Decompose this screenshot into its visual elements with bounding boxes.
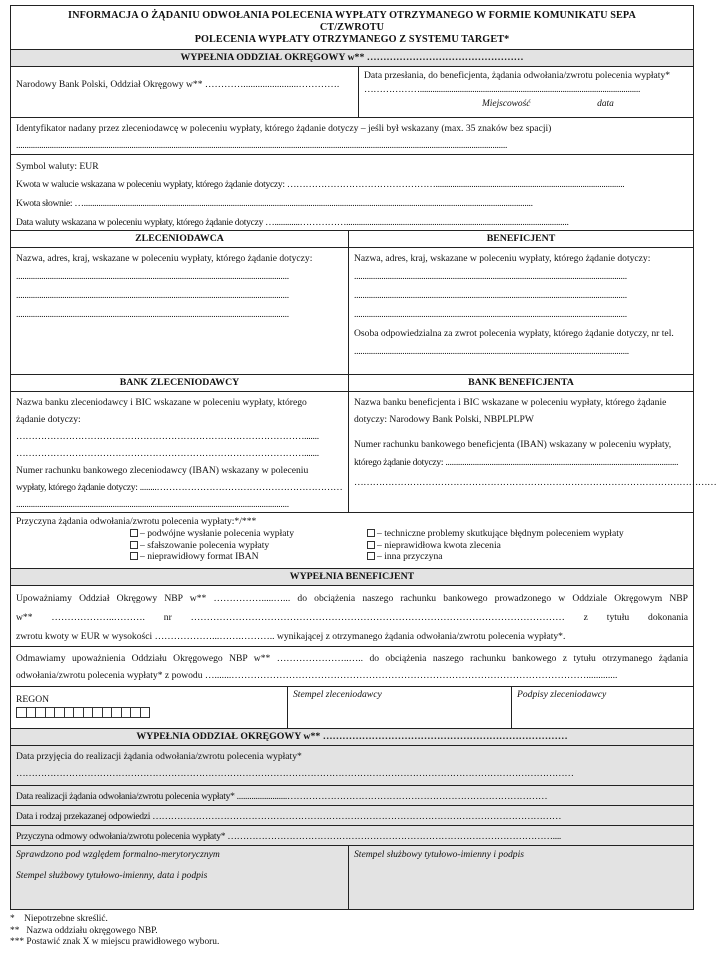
beneficiary-iban-label-2: którego żądanie dotyczy: ............................................................................................................... — [354, 457, 679, 468]
checkbox-icon[interactable] — [367, 541, 375, 549]
beneficiary-bank-field[interactable] — [348, 392, 721, 512]
banks-row — [11, 391, 717, 512]
section-branch-header: WYPEŁNIA ODDZIAŁ OKRĘGOWY w** ………………………………………… — [11, 49, 693, 66]
answer-label: Data i rodzaj przekazanej odpowiedzi …………………………………………………………………………………………………………………… — [16, 811, 562, 822]
nbp-date-row — [11, 66, 693, 117]
regon-stamp-row — [11, 686, 693, 728]
regon-field[interactable] — [11, 687, 287, 728]
orderer-dots-2: .................................................................................................................................. — [16, 290, 289, 301]
reason-option-amount[interactable]: – nieprawidłowa kwota zlecenia — [367, 540, 688, 552]
authorize-block[interactable] — [11, 585, 693, 646]
authorize-line-1: Upoważniamy Oddział Okręgowy NBP w** …………….....…... do obciążenia naszego rachunku bankowego prowadzonego w Oddziale Okręgowym NBP — [16, 593, 688, 604]
reason-option-other[interactable]: – inna przyczyna — [367, 551, 688, 563]
checkbox-icon[interactable] — [367, 529, 375, 537]
beneficiary-dots-3: .................................................................................................................................. — [354, 309, 627, 320]
identifier-label: Identyfikator nadany przez zleceniodawcę w poleceniu wypłaty, którego żądanie dotyczy – jeśli był wskazany (max. 35 znaków bez spacji) — [16, 123, 552, 134]
banks-header-row — [11, 374, 693, 391]
refuse-line-1: Odmawiamy upoważnienia Oddziału Okręgowego NBP w** …………………..….. do obciążenia naszego rachunku bankowego z tytułu otrzymanego żądania — [16, 653, 688, 664]
orderer-stamp-label: Stempel zleceniodawcy — [293, 689, 382, 700]
realization-date-label: Data realizacji żądania odwołania/zwrotu polecenia wypłaty* ........................………………………………………………………………………… — [16, 791, 548, 802]
orderer-dots-3: .................................................................................................................................. — [16, 309, 289, 320]
identifier-dots: .......................................................................................................................................................................................................................................... — [16, 140, 508, 151]
answer-field[interactable] — [11, 805, 693, 825]
reason-block — [11, 512, 693, 568]
stamp-date-label: Stempel służbowy tytułowo-imienny, data i podpis — [16, 870, 208, 881]
orderer-iban-label-1: Numer rachunku bankowego zleceniodawcy (IBAN) wskazany w poleceniu — [16, 465, 309, 476]
value-date-field[interactable]: Data waluty wskazana w poleceniu wypłaty, którego żądanie dotyczy …............…………….......................................................................................................... — [16, 217, 569, 228]
amount-words-field[interactable]: Kwota słownie: …...................................................................................................................................................................................................................... — [16, 198, 533, 209]
stamp-sign-label: Stempel służbowy tytułowo-imienny i podpis — [354, 849, 525, 860]
checked-label: Sprawdzono pod względem formalno-merytorycznym — [16, 849, 220, 860]
refusal-reason-field[interactable] — [11, 825, 693, 845]
reason-options-left — [16, 528, 367, 563]
final-stamp-row — [11, 845, 693, 909]
nbp-branch-label: Narodowy Bank Polski, Oddział Okręgowy w** ………….......................…………. — [16, 79, 340, 90]
orderer-bank-field[interactable] — [11, 392, 348, 512]
accept-date-dots: ……………………………………………………………………………………………………………………………………………………………… — [16, 768, 574, 779]
beneficiary-header: BENEFICJENT — [348, 231, 693, 248]
beneficiary-dots-1: .................................................................................................................................. — [354, 271, 627, 282]
authorize-line-3: zwrotu kwoty w EUR w wysokości ………………...…….……….. wynikającej z otrzymanego żądania odwołania/zwrotu polecenia wypłaty*. — [16, 631, 566, 642]
amount-block — [11, 154, 693, 230]
refuse-block[interactable] — [11, 646, 693, 686]
orderer-signatures-field[interactable] — [511, 687, 693, 728]
regon-boxes[interactable] — [16, 707, 282, 718]
orderer-header: ZLECENIODAWCA — [135, 233, 224, 244]
realization-date-field[interactable] — [11, 785, 693, 805]
title-line-2: POLECENIA WYPŁATY OTRZYMANEGO Z SYSTEMU TARGET* — [194, 34, 510, 45]
date-sent-field[interactable] — [358, 67, 693, 117]
form-page — [10, 5, 717, 949]
identifier-field[interactable] — [11, 117, 693, 154]
reason-option-forgery[interactable]: – sfałszowanie polecenia wypłaty — [130, 540, 367, 552]
reason-options-right — [367, 528, 688, 563]
orderer-iban-label-2: wypłaty, którego żądanie dotyczy: ........…………………………………………………… — [16, 482, 343, 493]
orderer-iban-dots: .................................................................................................................................. — [16, 499, 289, 510]
beneficiary-label: Nazwa, adres, kraj, wskazane w poleceniu wypłaty, którego żądanie dotyczy: — [354, 253, 651, 264]
beneficiary-bank-header: BANK BENEFICJENTA — [348, 375, 693, 392]
refuse-line-2: odwołania/zwrotu polecenia wypłaty* z powodu ….......…………………………………………………………………………………………………............. — [16, 670, 618, 681]
orderer-field[interactable] — [11, 248, 348, 374]
orderer-label: Nazwa, adres, kraj, wskazane w poleceniu wypłaty, którego żądanie dotyczy: — [16, 253, 313, 264]
regon-label: REGON — [16, 694, 50, 705]
accept-date-field[interactable] — [11, 745, 693, 785]
checked-stamp-field[interactable] — [11, 846, 348, 909]
orderer-dots-1: .................................................................................................................................. — [16, 271, 289, 282]
authorize-line-2: w** ………………..………. nr ……………………………………………………………………………………………………… z tytułu dokonania — [16, 612, 688, 623]
reason-option-technical[interactable]: – techniczne problemy skutkujące błędnym poleceniem wypłaty — [367, 528, 688, 540]
place-label: Miejscowość — [482, 99, 531, 109]
beneficiary-iban-label-1: Numer rachunku bankowego beneficjenta (IBAN) wskazany w poleceniu wypłaty, — [354, 439, 672, 450]
stamp-sign-field[interactable] — [348, 846, 693, 909]
date-sent-label: Data przesłania, do beneficjenta, żądania odwołania/zwrotu polecenia wypłaty* — [364, 70, 671, 81]
form-title — [11, 6, 693, 49]
nbp-branch-field[interactable] — [11, 67, 358, 117]
parties-header-row — [11, 230, 693, 247]
checkbox-icon[interactable] — [367, 552, 375, 560]
beneficiary-bank-label-2: dotyczy: Narodowy Bank Polski, NBPLPLPW — [354, 414, 534, 425]
section-beneficiary-header: WYPEŁNIA BENEFICJENT — [11, 568, 693, 585]
footnotes — [10, 914, 694, 949]
beneficiary-dots-2: .................................................................................................................................. — [354, 290, 627, 301]
beneficiary-field[interactable] — [348, 248, 693, 374]
amount-field[interactable]: Kwota w walucie wskazana w poleceniu wypłaty, którego żądanie dotyczy: ………………………………………….......................................................................................... — [16, 179, 625, 190]
reason-label: Przyczyna żądania odwołania/zwrotu polecenia wypłaty:*/*** — [16, 516, 257, 527]
responsible-dots: ................................................................................................................................... — [354, 346, 629, 357]
footnote-1: * Niepotrzebne skreślić. — [10, 914, 108, 924]
footnote-3: *** Postawić znak X w miejscu prawidłowego wyboru. — [10, 937, 220, 947]
accept-date-label: Data przyjęcia do realizacji żądania odwołania/zwrotu polecenia wypłaty* — [16, 751, 302, 762]
beneficiary-iban-dots: ……………………………………………………………………………………………………… — [354, 477, 717, 488]
orderer-bank-label-1: Nazwa banku zleceniodawcy i BIC wskazane w poleceniu wypłaty, którego — [16, 397, 307, 408]
orderer-stamp-field[interactable] — [287, 687, 511, 728]
regon-digit-box[interactable] — [140, 707, 151, 718]
refund-request-form — [10, 5, 717, 910]
currency-label: Symbol waluty: EUR — [16, 161, 99, 172]
responsible-label: Osoba odpowiedzialna za zwrot polecenia wypłaty, którego żądanie dotyczy, nr tel. — [354, 328, 674, 339]
title-line-1: INFORMACJA O ŻĄDANIU ODWOŁANIA POLECENIA WYPŁATY OTRZYMANEGO W FORMIE KOMUNIKATU SEPA CT/ZWROTU — [68, 10, 636, 33]
checkbox-icon[interactable] — [130, 552, 138, 560]
refusal-reason-label: Przyczyna odmowy odwołania/zwrotu polecenia wypłaty* …………………………………………………………………………………………….... — [16, 831, 562, 842]
checkbox-icon[interactable] — [130, 541, 138, 549]
orderer-bank-dots-2: …………………………………………………………………………………....... — [16, 448, 319, 459]
parties-row — [11, 247, 693, 374]
section-branch-header-2: WYPEŁNIA ODDZIAŁ OKRĘGOWY w** ………………………………………………………………… — [11, 728, 693, 745]
footnote-2: ** Nazwa oddziału okręgowego NBP. — [10, 925, 158, 936]
beneficiary-bank-label-1: Nazwa banku beneficjenta i BIC wskazane w poleceniu wypłaty, którego żądanie — [354, 397, 667, 408]
orderer-signatures-label: Podpisy zleceniodawcy — [517, 689, 607, 700]
reason-option-iban[interactable]: – nieprawidłowy format IBAN — [130, 551, 367, 563]
date-label: data — [597, 99, 614, 109]
orderer-bank-label-2: żądanie dotyczy: — [16, 414, 81, 425]
orderer-bank-header: BANK ZLECENIODAWCY — [119, 377, 240, 388]
reason-option-duplicate[interactable]: – podwójne wysłanie polecenia wypłaty — [130, 528, 367, 540]
orderer-bank-dots-1: …………………………………………………………………………………....... — [16, 431, 319, 442]
date-sent-dots: ………………......................................................................................................... — [364, 84, 641, 95]
checkbox-icon[interactable] — [130, 529, 138, 537]
